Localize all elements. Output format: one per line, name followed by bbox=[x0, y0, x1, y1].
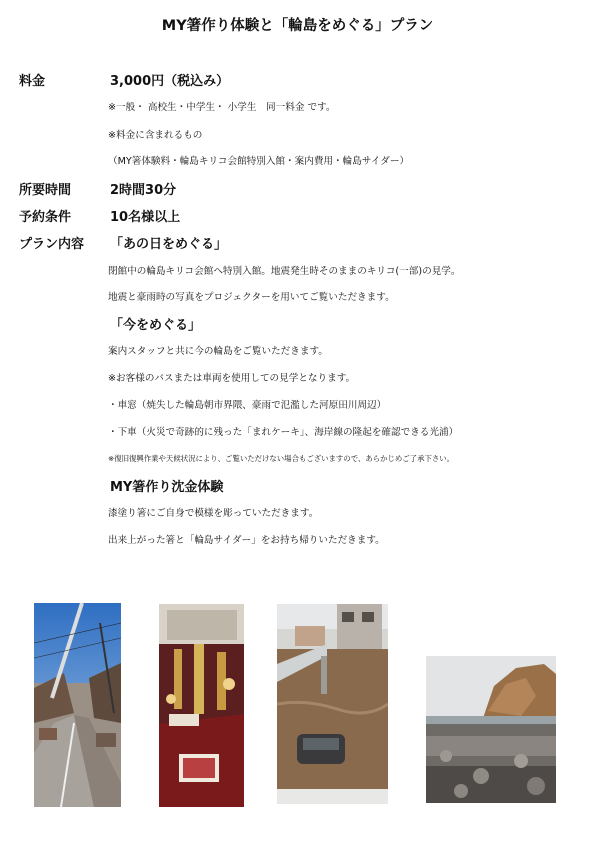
fee-label: 料金 bbox=[19, 74, 46, 89]
plan-label: プラン内容 bbox=[19, 237, 85, 252]
damaged-street-photo bbox=[34, 603, 121, 807]
section-ima-line: ※お客様のバスまたは車両を使用しての見学となります。 bbox=[108, 373, 356, 384]
section-ima-heading: 「今をめぐる」 bbox=[110, 318, 202, 333]
section-ano-hi-line: 閉館中の輪島キリコ会館へ特別入館。地震発生時そのままのキリコ(一部)の見学。 bbox=[108, 266, 461, 277]
section-ano-hi-heading: 「あの日をめぐる」 bbox=[110, 237, 228, 252]
section-ano-hi-line: 地震と豪雨時の写真をプロジェクターを用いてご覧いただきます。 bbox=[108, 292, 395, 303]
page-title: MY箸作り体験と「輪島をめぐる」プラン bbox=[161, 18, 434, 34]
fee-note-included: ※料金に含まれるもの bbox=[108, 130, 203, 141]
section-chinkin-line: 漆塗り箸にご自身で模様を彫っていただきます。 bbox=[108, 508, 319, 519]
fee-note-items: （MY箸体験料・輪島キリコ会館特別入館・案内費用・輪島サイダー） bbox=[108, 156, 410, 167]
duration-label: 所要時間 bbox=[19, 183, 72, 198]
section-chinkin-heading: MY箸作り沈金体験 bbox=[110, 480, 224, 495]
section-chinkin-line: 出来上がった箸と「輪島サイダー」をお持ち帰りいただきます。 bbox=[108, 535, 385, 546]
section-ima-line: ・下車（火災で奇跡的に残った「まれケーキ」、海岸線の隆起を確認できる光浦） bbox=[108, 427, 459, 438]
flooded-street-photo bbox=[277, 604, 388, 804]
section-ima-line: 案内スタッフと共に今の輪島をご覧いただきます。 bbox=[108, 346, 328, 357]
section-ima-small-note: ※復旧復興作業や天候状況により、ご覧いただけない場合もございますので、あらかじめご了承下さい。 bbox=[108, 454, 455, 463]
section-ima-line: ・車窓（焼失した輪島朝市界隈、豪雨で氾濫した河原田川周辺） bbox=[108, 400, 387, 411]
uplifted-coast-photo bbox=[426, 656, 556, 803]
fee-note-same-price: ※一般・ 高校生・中学生・ 小学生 同一料金 です。 bbox=[108, 102, 336, 113]
booking-value: 10名様以上 bbox=[110, 210, 181, 225]
kiriko-hall-photo bbox=[159, 604, 244, 807]
duration-value: 2時間30分 bbox=[110, 183, 177, 198]
fee-price: 3,000円（税込み） bbox=[110, 74, 230, 89]
booking-label: 予約条件 bbox=[19, 210, 72, 225]
